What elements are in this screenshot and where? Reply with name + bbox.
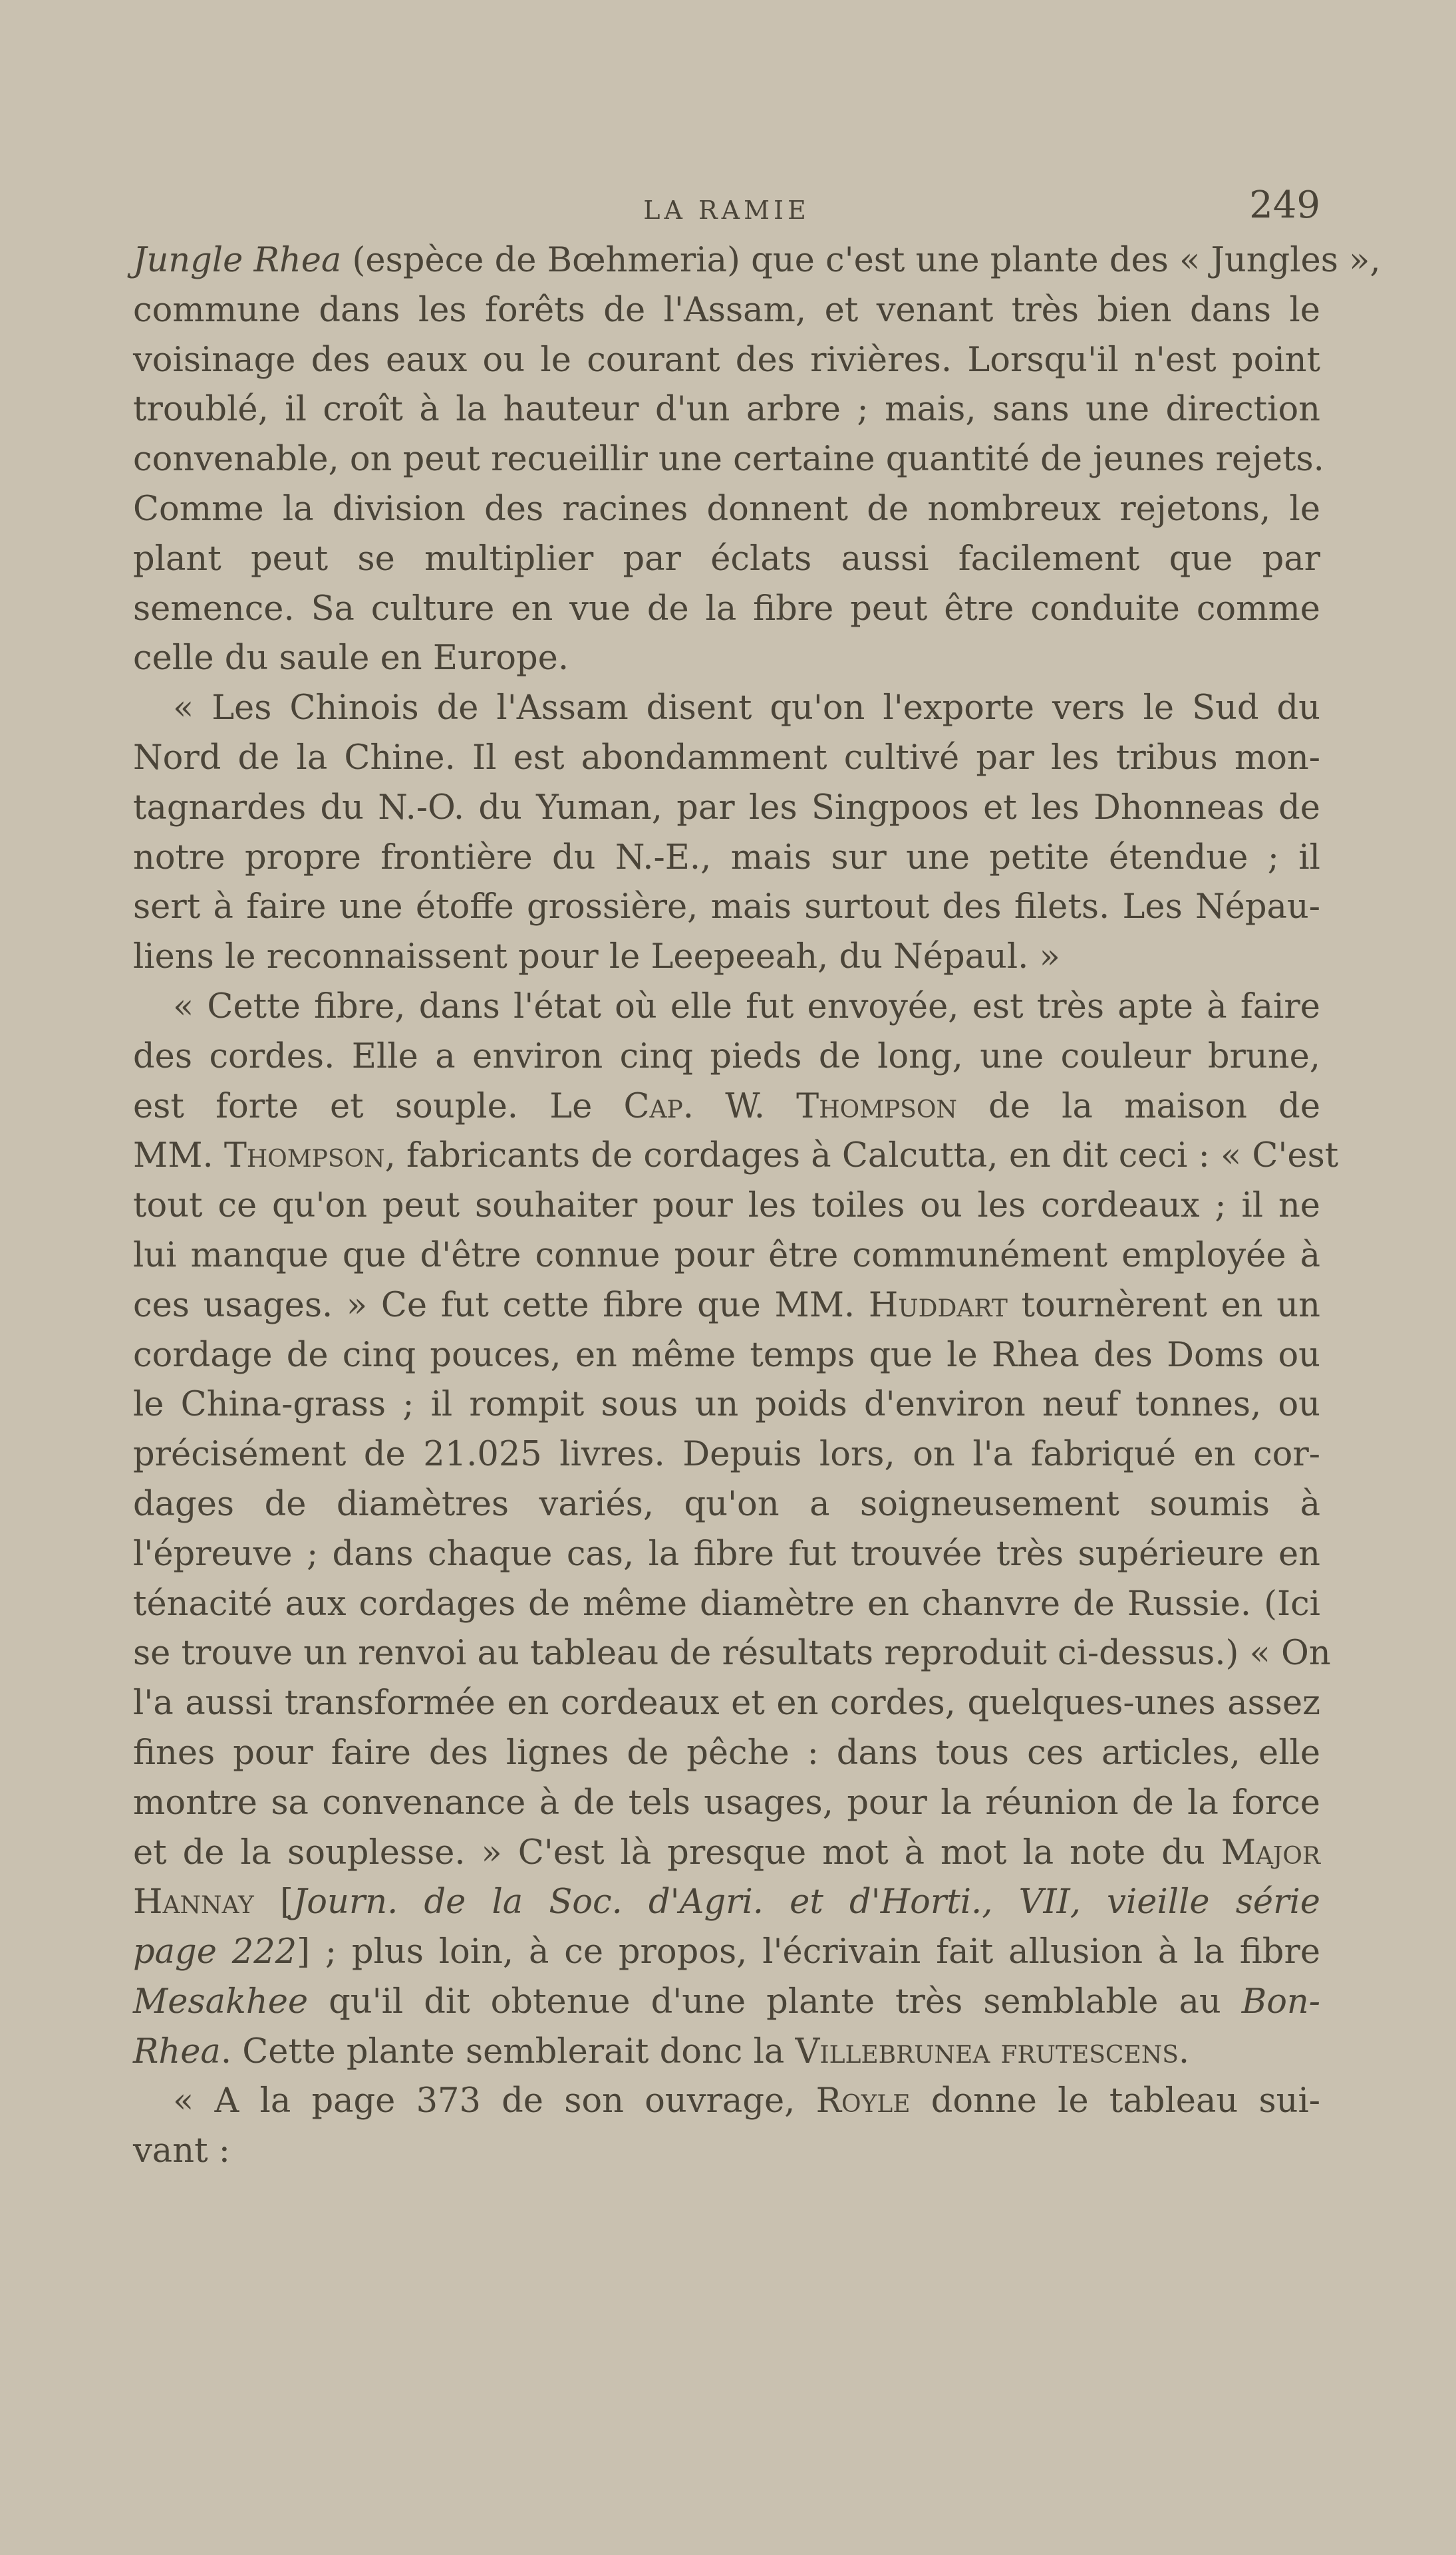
text-line: Rhea. Cette plante semblerait donc la Villebrunea frutescens. — [133, 2031, 1190, 2071]
text-line: est forte et souple. Le Cap. W. Thompson de la maison de — [133, 1086, 1320, 1126]
page-number: 249 — [1249, 184, 1320, 227]
text-line: cordage de cinq pouces, en même temps que le Rhea des Doms ou — [133, 1335, 1320, 1375]
text-line: le China-grass ; il rompit sous un poids d'environ neuf tonnes, ou — [133, 1385, 1320, 1425]
body-text — [133, 236, 1381, 2177]
text-line: Comme la division des racines donnent de nombreux rejetons, le — [133, 489, 1320, 529]
running-title: LA RAMIE — [643, 196, 810, 225]
text-line: convenable, on peut recueillir une certaine quantité de jeunes rejets. — [133, 440, 1324, 480]
page-header — [133, 184, 1320, 230]
text-line: troublé, il croît à la hauteur d'un arbre ; mais, sans une direction — [133, 390, 1320, 430]
text-line: « Les Chinois de l'Assam disent qu'on l'exporte vers le Sud du — [173, 688, 1320, 728]
text-line: « Cette fibre, dans l'état où elle fut envoyée, est très apte à faire — [173, 986, 1320, 1026]
text-line: Nord de la Chine. Il est abondamment cultivé par les tribus mon- — [133, 738, 1320, 778]
text-line: dages de diamètres variés, qu'on a soigneusement soumis à — [133, 1484, 1320, 1524]
text-line: Jungle Rhea (espèce de Bœhmeria) que c'est une plante des « Jungles », — [133, 241, 1381, 280]
text-line: Mesakhee qu'il dit obtenue d'une plante très semblable au Bon- — [133, 1982, 1320, 2022]
text-line: voisinage des eaux ou le courant des rivières. Lorsqu'il n'est point — [133, 340, 1320, 380]
text-line: tout ce qu'on peut souhaiter pour les toiles ou les cordeaux ; il ne — [133, 1186, 1320, 1226]
text-line: Hannay [Journ. de la Soc. d'Agri. et d'Horti., VII, vieille série — [133, 1882, 1320, 1922]
text-line: tagnardes du N.-O. du Yuman, par les Singpoos et les Dhonneas de — [133, 788, 1320, 827]
text-line: ces usages. » Ce fut cette fibre que MM. Huddart tournèrent en un — [133, 1285, 1320, 1325]
text-line: se trouve un renvoi au tableau de résultats reproduit ci-dessus.) « On — [133, 1634, 1331, 1674]
text-line: montre sa convenance à de tels usages, pour la réunion de la force — [133, 1783, 1320, 1823]
text-line: vant : — [133, 2131, 230, 2171]
text-line: lui manque que d'être connue pour être communément employée à — [133, 1235, 1320, 1275]
text-line: page 222] ; plus loin, à ce propos, l'écrivain fait allusion à la fibre — [133, 1932, 1321, 1972]
text-line: précisément de 21.025 livres. Depuis lors, on l'a fabriqué en cor- — [133, 1435, 1320, 1475]
text-line: MM. Thompson, fabricants de cordages à Calcutta, en dit ceci : « C'est — [133, 1136, 1339, 1176]
text-line: l'épreuve ; dans chaque cas, la fibre fut trouvée très supérieure en — [133, 1534, 1320, 1574]
text-line: « A la page 373 de son ouvrage, Royle donne le tableau sui- — [173, 2081, 1321, 2121]
text-line: plant peut se multiplier par éclats aussi facilement que par — [133, 539, 1320, 579]
text-line: sert à faire une étoffe grossière, mais surtout des filets. Les Népau- — [133, 887, 1320, 927]
text-line: et de la souplesse. » C'est là presque mot à mot la note du Major — [133, 1833, 1320, 1873]
text-line: liens le reconnaissent pour le Leepeeah, du Népaul. » — [133, 937, 1060, 977]
text-line: fines pour faire des lignes de pêche : dans tous ces articles, elle — [133, 1733, 1320, 1773]
text-line: des cordes. Elle a environ cinq pieds de long, une couleur brune, — [133, 1036, 1320, 1076]
text-line: ténacité aux cordages de même diamètre en chanvre de Russie. (Ici — [133, 1584, 1320, 1624]
text-line: semence. Sa culture en vue de la fibre peut être conduite comme — [133, 589, 1320, 629]
text-line: notre propre frontière du N.-E., mais sur une petite étendue ; il — [133, 837, 1320, 877]
text-line: commune dans les forêts de l'Assam, et venant très bien dans le — [133, 290, 1320, 330]
text-line: l'a aussi transformée en cordeaux et en cordes, quelques-unes assez — [133, 1684, 1320, 1724]
text-line: celle du saule en Europe. — [133, 639, 569, 678]
